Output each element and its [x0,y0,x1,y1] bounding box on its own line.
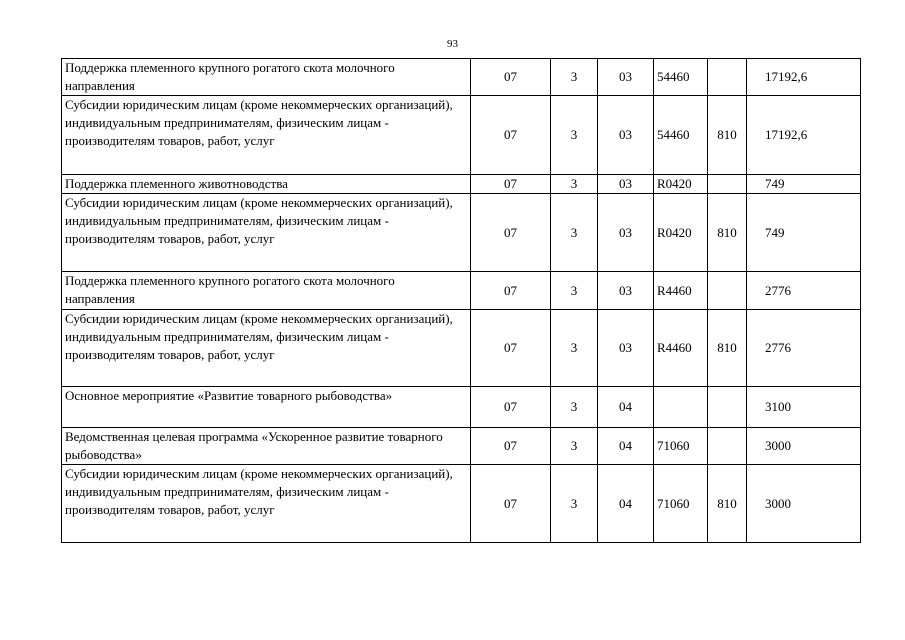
direction-cell: 54460 [654,59,708,96]
direction-cell: R4460 [654,310,708,387]
amount-cell: 2776 [747,272,861,310]
expense-type-cell [708,428,747,465]
section-cell: 07 [471,272,551,310]
event-cell: 03 [598,272,654,310]
budget-table [61,58,861,543]
section-cell: 07 [471,428,551,465]
amount-cell: 2776 [747,310,861,387]
expense-type-cell [708,175,747,194]
subprogram-cell: 3 [551,272,598,310]
subprogram-cell: 3 [551,465,598,543]
event-cell: 03 [598,175,654,194]
amount-cell: 17192,6 [747,96,861,175]
subprogram-cell: 3 [551,194,598,272]
row-name-cell: Субсидии юридическим лицам (кроме некоммерческих организаций), индивидуальным предпринимателям, физическим лицам - производителям товаров, работ, услуг [62,96,471,175]
expense-type-cell: 810 [708,310,747,387]
expense-type-cell [708,59,747,96]
section-cell: 07 [471,310,551,387]
page-number: 93 [447,38,458,50]
subprogram-cell: 3 [551,175,598,194]
expense-type-cell [708,272,747,310]
section-cell: 07 [471,465,551,543]
table-row [62,194,861,272]
event-cell: 04 [598,428,654,465]
direction-cell: 71060 [654,428,708,465]
row-name-cell: Поддержка племенного крупного рогатого скота молочного направления [62,59,471,96]
table-row [62,175,861,194]
amount-cell: 749 [747,175,861,194]
direction-cell: 71060 [654,465,708,543]
row-name-cell: Ведомственная целевая программа «Ускоренное развитие товарного рыбоводства» [62,428,471,465]
row-name-cell: Поддержка племенного животноводства [62,175,471,194]
event-cell: 03 [598,96,654,175]
expense-type-cell: 810 [708,465,747,543]
amount-cell: 3000 [747,428,861,465]
table-row [62,428,861,465]
section-cell: 07 [471,175,551,194]
amount-cell: 749 [747,194,861,272]
row-name-cell: Субсидии юридическим лицам (кроме некоммерческих организаций), индивидуальным предпринимателям, физическим лицам - производителям товаров, работ, услуг [62,310,471,387]
subprogram-cell: 3 [551,428,598,465]
direction-cell: R4460 [654,272,708,310]
row-name-cell: Субсидии юридическим лицам (кроме некоммерческих организаций), индивидуальным предпринимателям, физическим лицам - производителям товаров, работ, услуг [62,465,471,543]
amount-cell: 17192,6 [747,59,861,96]
section-cell: 07 [471,96,551,175]
row-name-cell: Поддержка племенного крупного рогатого скота молочного направления [62,272,471,310]
subprogram-cell: 3 [551,310,598,387]
event-cell: 04 [598,387,654,428]
section-cell: 07 [471,387,551,428]
table-row [62,465,861,543]
event-cell: 03 [598,194,654,272]
direction-cell: R0420 [654,194,708,272]
table-row [62,310,861,387]
expense-type-cell [708,387,747,428]
table-row [62,96,861,175]
subprogram-cell: 3 [551,59,598,96]
expense-type-cell: 810 [708,194,747,272]
table-row [62,59,861,96]
event-cell: 03 [598,310,654,387]
direction-cell [654,387,708,428]
subprogram-cell: 3 [551,96,598,175]
subprogram-cell: 3 [551,387,598,428]
amount-cell: 3100 [747,387,861,428]
section-cell: 07 [471,194,551,272]
amount-cell: 3000 [747,465,861,543]
table-row [62,272,861,310]
direction-cell: 54460 [654,96,708,175]
direction-cell: R0420 [654,175,708,194]
table-row [62,387,861,428]
event-cell: 04 [598,465,654,543]
expense-type-cell: 810 [708,96,747,175]
row-name-cell: Субсидии юридическим лицам (кроме некоммерческих организаций), индивидуальным предпринимателям, физическим лицам - производителям товаров, работ, услуг [62,194,471,272]
event-cell: 03 [598,59,654,96]
section-cell: 07 [471,59,551,96]
row-name-cell: Основное мероприятие «Развитие товарного рыбоводства» [62,387,471,428]
